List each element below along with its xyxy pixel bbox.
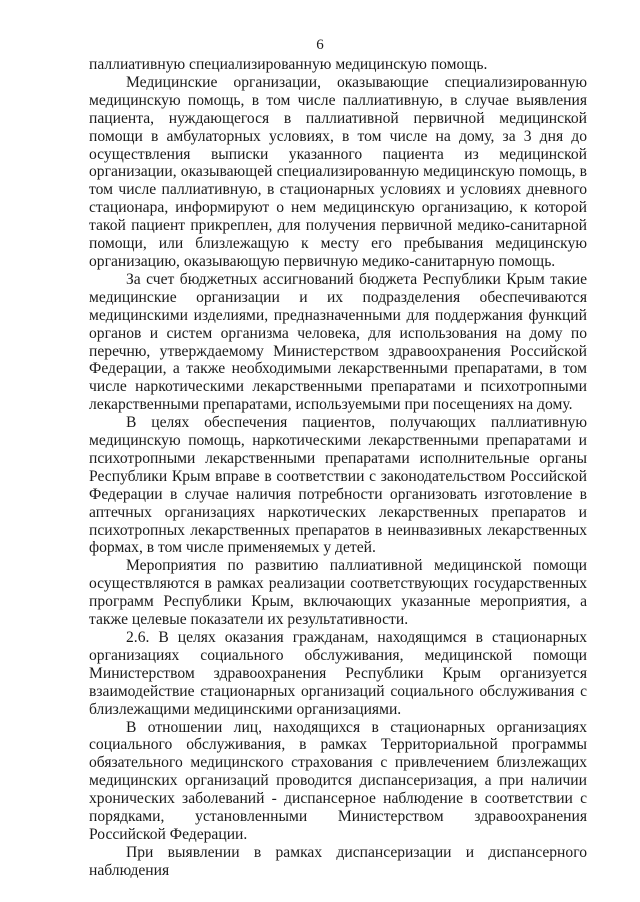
- paragraph: В отношении лиц, находящихся в стационарных организациях социального обслуживания, в рамках Территориальной программы обязательного медицинского страхования с привлечением близлежащих медицинских организаций проводится диспансеризация, а при наличии хронических заболеваний - диспансерное наблюдение в соответствии с порядками, установленными Министерством здравоохранения Российской Федерации.: [89, 718, 587, 843]
- paragraph: 2.6. В целях оказания гражданам, находящимся в стационарных организациях социального обслуживания, медицинской помощи Министерством здравоохранения Республики Крым организуется взаимодействие стационарных организаций социального обслуживания с близлежащими медицинскими организациями.: [89, 629, 587, 718]
- paragraph: Медицинские организации, оказывающие специализированную медицинскую помощь, в том числе паллиативную, в случае выявления пациента, нуждающегося в паллиативной первичной медицинской помощи в амбулаторных условиях, в том числе на дому, за 3 дня до осуществления выписки указанного пациента из медицинской организации, оказывающей специализированную медицинскую помощь, в том числе паллиативную, в стационарных условиях и условиях дневного стационара, информируют о нем медицинскую организацию, к которой такой пациент прикреплен, для получения первичной медико-санитарной помощи, или близлежащую к месту его пребывания медицинскую организацию, оказывающую первичную медико-санитарную помощь.: [89, 73, 587, 270]
- paragraph: За счет бюджетных ассигнований бюджета Республики Крым такие медицинские организации и их подразделения обеспечиваются медицинскими изделиями, предназначенными для поддержания функций органов и систем организма человека, для использования на дому по перечню, утверждаемому Министерством здравоохранения Российской Федерации, а также необходимыми лекарственными препаратами, в том числе наркотическими лекарственными препаратами и психотропными лекарственными препаратами, используемыми при посещениях на дому.: [89, 270, 587, 414]
- document-body: [89, 56, 587, 880]
- paragraph: паллиативную специализированную медицинскую помощь.: [89, 56, 488, 73]
- paragraph: Мероприятия по развитию паллиативной медицинской помощи осуществляются в рамках реализации соответствующих государственных программ Республики Крым, включающих указанные мероприятия, а также целевые показатели их результативности.: [89, 557, 587, 629]
- paragraph: При выявлении в рамках диспансеризации и диспансерного наблюдения: [89, 843, 587, 879]
- page-number: 6: [316, 37, 324, 53]
- paragraph: В целях обеспечения пациентов, получающих паллиативную медицинскую помощь, наркотическими лекарственными препаратами и психотропными лекарственными препаратами исполнительные органы Республики Крым вправе в соответствии с законодательством Российской Федерации в случае наличия потребности организовать изготовление в аптечных организациях наркотических лекарственных препаратов и психотропных лекарственных препаратов в неинвазивных лекарственных формах, в том числе применяемых у детей.: [89, 414, 587, 557]
